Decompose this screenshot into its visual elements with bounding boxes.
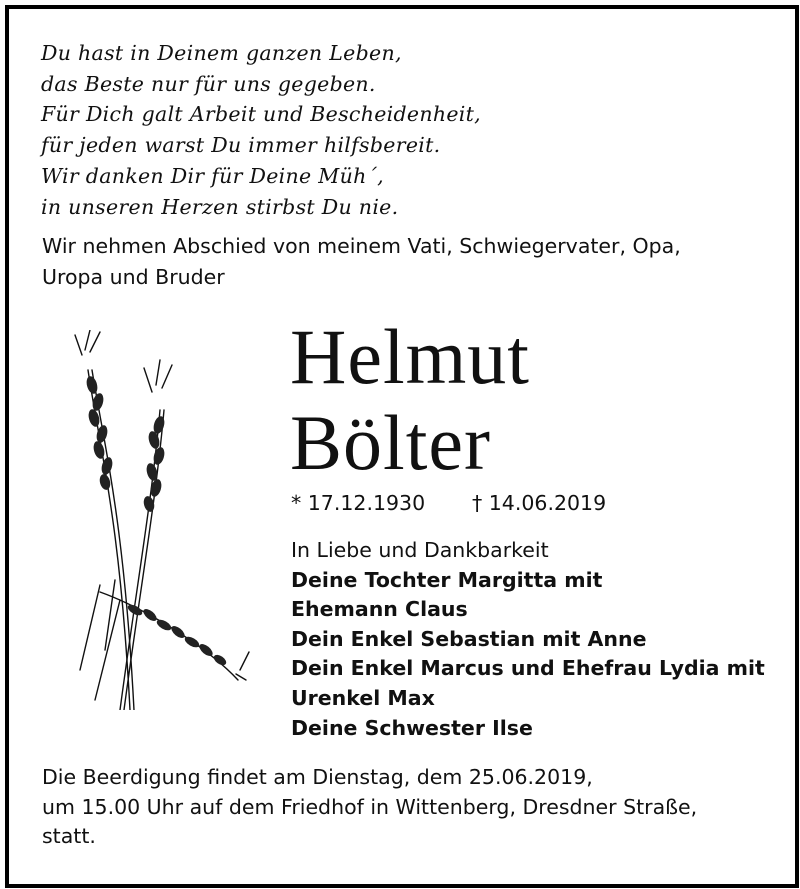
funeral-notice: [42, 763, 697, 852]
mourner: Deine Tochter Margitta mit: [291, 567, 603, 592]
funeral-line: um 15.00 Uhr auf dem Friedhof in Wittenberg, Dresdner Straße,: [42, 794, 698, 819]
poem-line: in unseren Herzen stirbst Du nie.: [41, 194, 399, 219]
mourner: Deine Schwester Ilse: [291, 715, 533, 740]
funeral-line: statt.: [42, 824, 96, 848]
poem-line: Du hast in Deinem ganzen Leben,: [41, 41, 402, 65]
mourners-list: [291, 536, 765, 743]
birth-date: * 17.12.1930: [291, 491, 426, 515]
wheat-ears-icon: [60, 330, 250, 710]
deceased-name: [290, 314, 530, 486]
death-date: † 14.06.2019: [472, 491, 607, 515]
first-name: Helmut: [290, 313, 530, 400]
mourners-intro: In Liebe und Dankbarkeit: [291, 538, 549, 562]
funeral-line: Die Beerdigung findet am Dienstag, dem 25.06.2019,: [42, 765, 593, 789]
poem-line: Wir danken Dir für Deine Müh´,: [41, 163, 384, 188]
poem: [41, 38, 481, 222]
poem-line: für jeden warst Du immer hilfsbereit.: [41, 133, 441, 158]
intro-line: Wir nehmen Abschied von meinem Vati, Schwiegervater, Opa,: [42, 234, 681, 258]
mourner: Urenkel Max: [291, 685, 435, 710]
poem-line: Für Dich galt Arbeit und Bescheidenheit,: [41, 102, 481, 127]
poem-line: das Beste nur für uns gegeben.: [41, 71, 376, 96]
mourner: Dein Enkel Marcus und Ehefrau Lydia mit: [291, 656, 765, 681]
last-name: Bölter: [290, 399, 491, 486]
mourner: Dein Enkel Sebastian mit Anne: [291, 626, 647, 651]
farewell-intro: [42, 231, 762, 292]
mourner: Ehemann Claus: [291, 597, 468, 622]
intro-line: Uropa und Bruder: [42, 264, 225, 289]
